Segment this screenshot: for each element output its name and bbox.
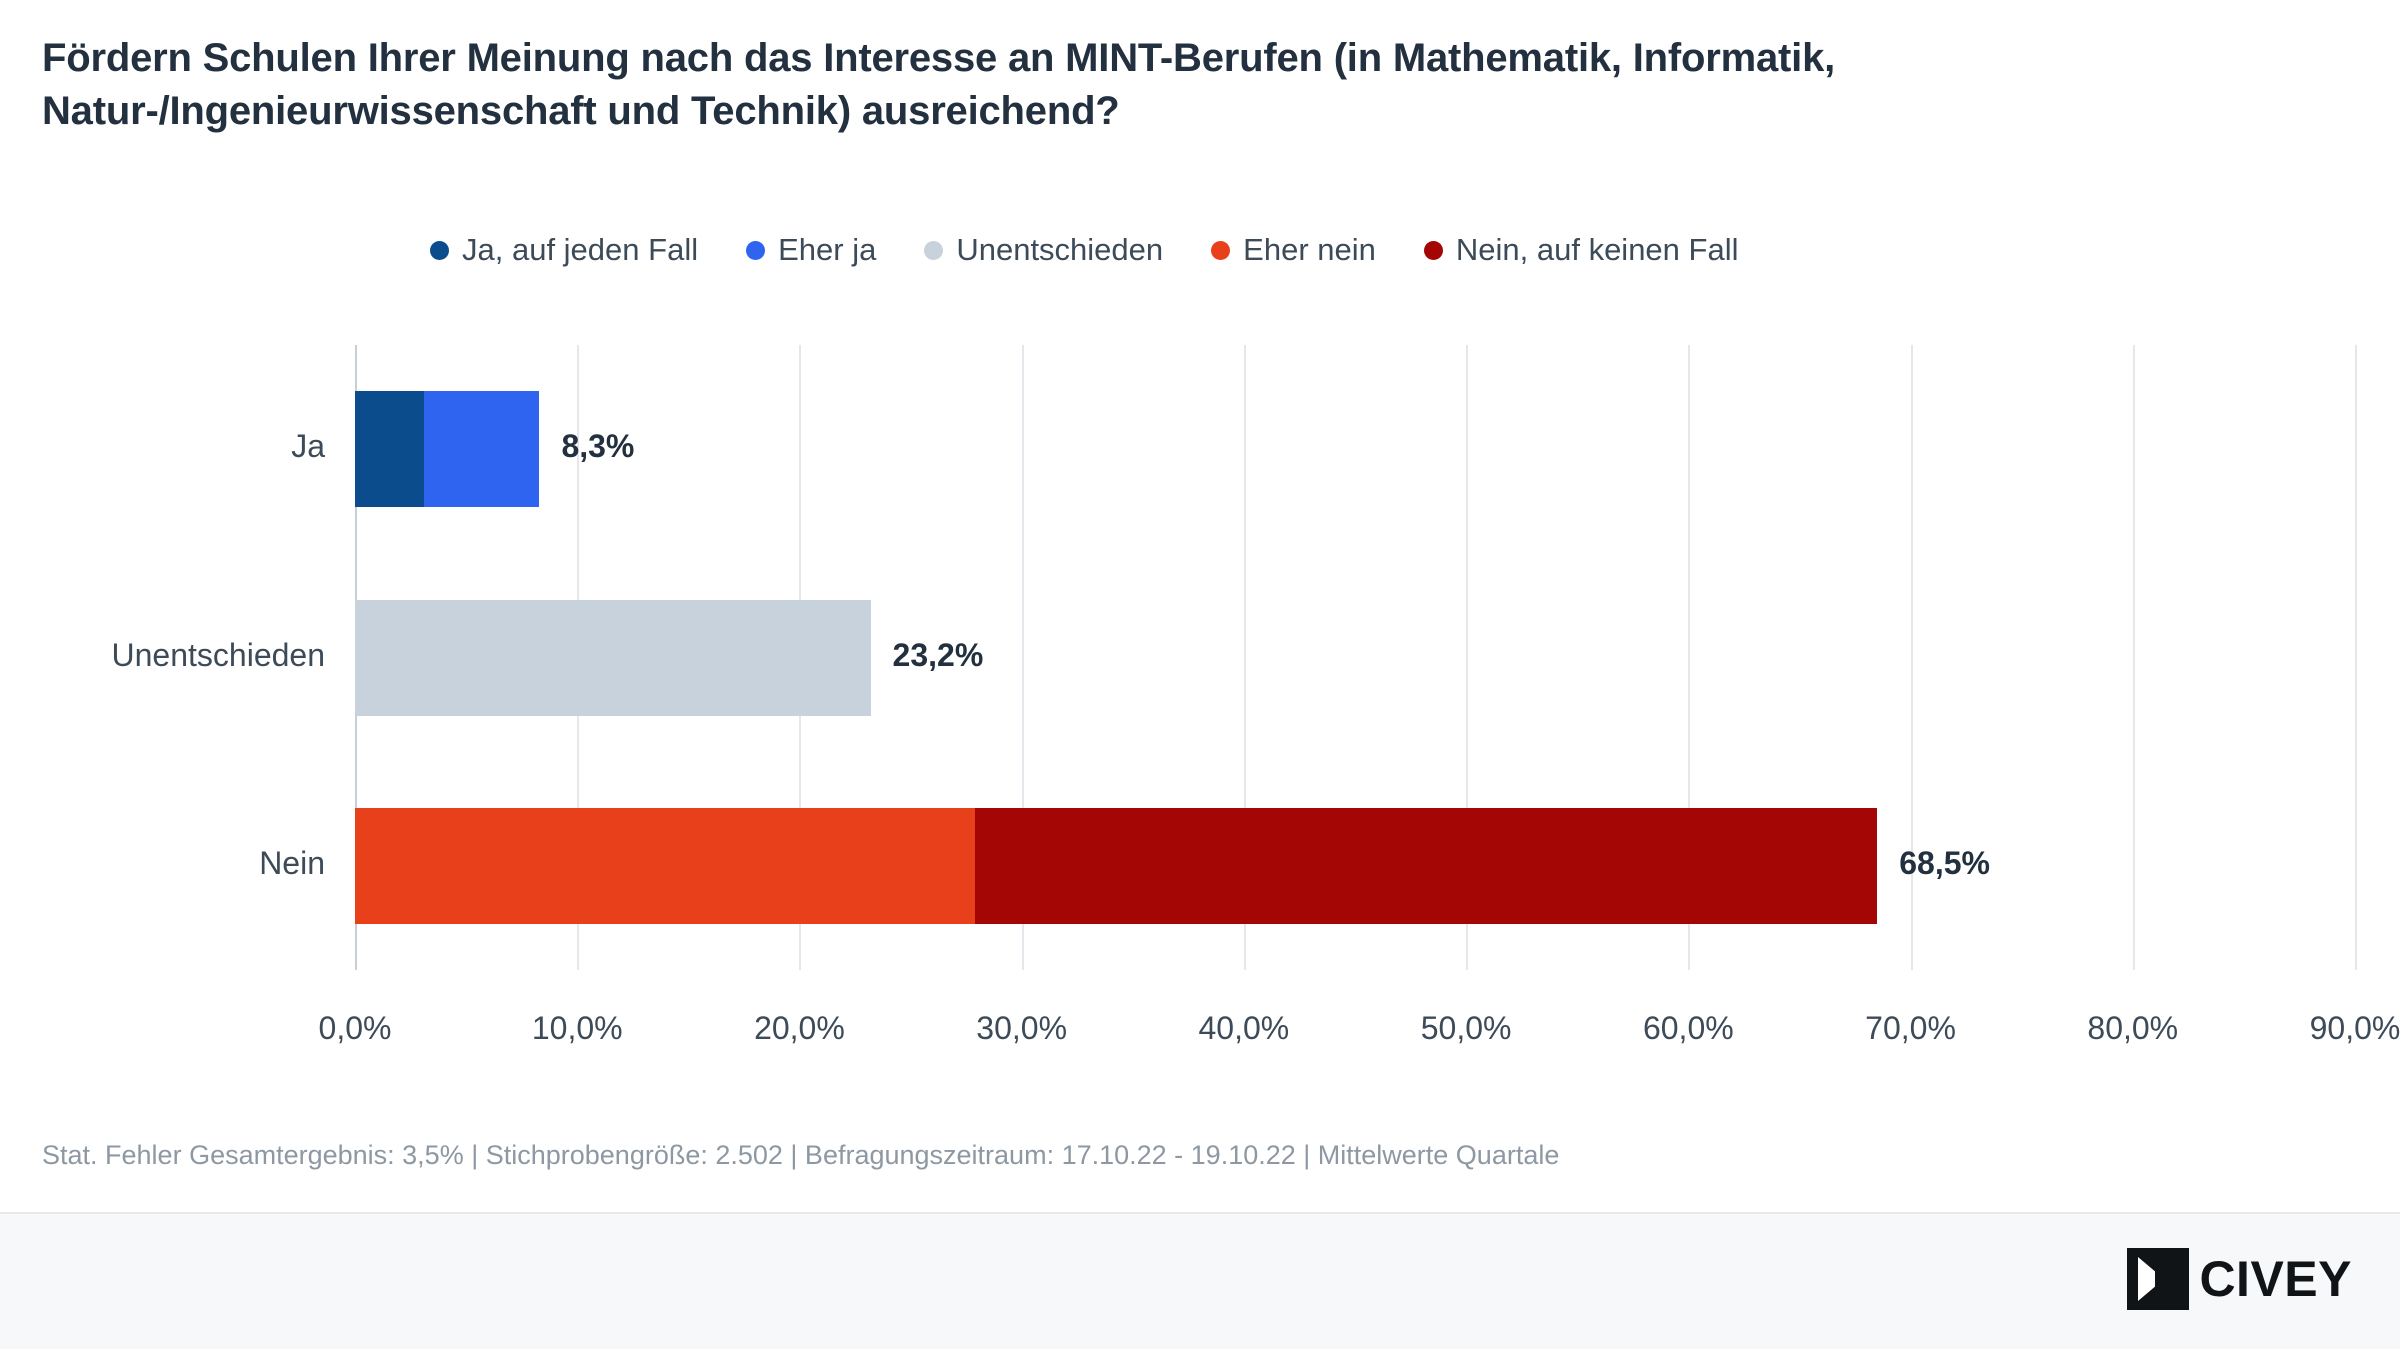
legend-item[interactable] bbox=[1211, 232, 1376, 268]
x-axis-tick-label: 90,0% bbox=[2309, 1010, 2400, 1046]
legend-item[interactable] bbox=[430, 232, 698, 268]
x-axis-tick-label: 20,0% bbox=[754, 1010, 845, 1046]
page-title: Fördern Schulen Ihrer Meinung nach das Interesse an MINT-Berufen (in Mathematik, Informatik, Natur-/Ingenieurwissenschaft und Technik) ausreichend? bbox=[42, 36, 1836, 133]
civey-logo bbox=[2127, 1248, 2352, 1310]
x-axis-tick-label: 30,0% bbox=[976, 1010, 1068, 1046]
gridline bbox=[2355, 345, 2357, 970]
bar-value-label: 8,3% bbox=[561, 428, 635, 465]
civey-logo-text: CIVEY bbox=[2199, 1251, 2352, 1307]
civey-logo-icon bbox=[2127, 1248, 2189, 1310]
legend-item-label: Ja, auf jeden Fall bbox=[462, 232, 699, 267]
x-axis-tick-label: 60,0% bbox=[1642, 1010, 1734, 1046]
legend-swatch-icon bbox=[1424, 241, 1443, 260]
chart-plot-area bbox=[111, 345, 2355, 970]
chart-footnote: Stat. Fehler Gesamtergebnis: 3,5% | Stichprobengröße: 2.502 | Befragungszeitraum: 17.10.22 - 19.10.22 | Mittelwerte Quartale bbox=[42, 1140, 1560, 1170]
bar-segment[interactable] bbox=[355, 391, 424, 507]
bar-stack bbox=[355, 391, 539, 507]
legend-item-label: Unentschieden bbox=[956, 232, 1164, 267]
bar-value-label: 23,2% bbox=[892, 636, 984, 673]
x-axis-tick-label: 50,0% bbox=[1420, 1010, 1512, 1046]
category-label: Nein bbox=[259, 844, 325, 881]
legend-item-label: Eher nein bbox=[1243, 232, 1376, 267]
gridline bbox=[2133, 345, 2135, 970]
x-axis bbox=[318, 1010, 2400, 1060]
legend-item[interactable] bbox=[1424, 232, 1739, 268]
legend-swatch-icon bbox=[1211, 241, 1230, 260]
legend-item[interactable] bbox=[924, 232, 1163, 268]
bar-segment[interactable] bbox=[355, 600, 871, 716]
chart-legend bbox=[430, 232, 1786, 268]
x-axis-tick-label: 10,0% bbox=[531, 1010, 623, 1046]
bar-segment[interactable] bbox=[355, 808, 975, 924]
bar-segment[interactable] bbox=[424, 391, 540, 507]
bar-stack bbox=[355, 600, 871, 716]
category-label: Ja bbox=[291, 428, 325, 465]
bar-value-label: 68,5% bbox=[1899, 844, 1990, 881]
x-axis-tick-label: 0,0% bbox=[318, 1010, 392, 1046]
legend-item-label: Nein, auf keinen Fall bbox=[1455, 232, 1739, 267]
x-axis-tick-label: 80,0% bbox=[2087, 1010, 2179, 1046]
legend-item-label: Eher ja bbox=[778, 232, 877, 267]
x-axis-tick-label: 40,0% bbox=[1198, 1010, 1290, 1046]
legend-swatch-icon bbox=[924, 241, 943, 260]
category-label: Unentschieden bbox=[111, 636, 325, 673]
x-axis-tick-label: 70,0% bbox=[1865, 1010, 1956, 1046]
bar-segment[interactable] bbox=[975, 808, 1877, 924]
legend-swatch-icon bbox=[430, 241, 449, 260]
legend-item[interactable] bbox=[746, 232, 876, 268]
bar-stack bbox=[355, 808, 1877, 924]
footer-bar bbox=[0, 1212, 2400, 1349]
legend-swatch-icon bbox=[746, 241, 765, 260]
